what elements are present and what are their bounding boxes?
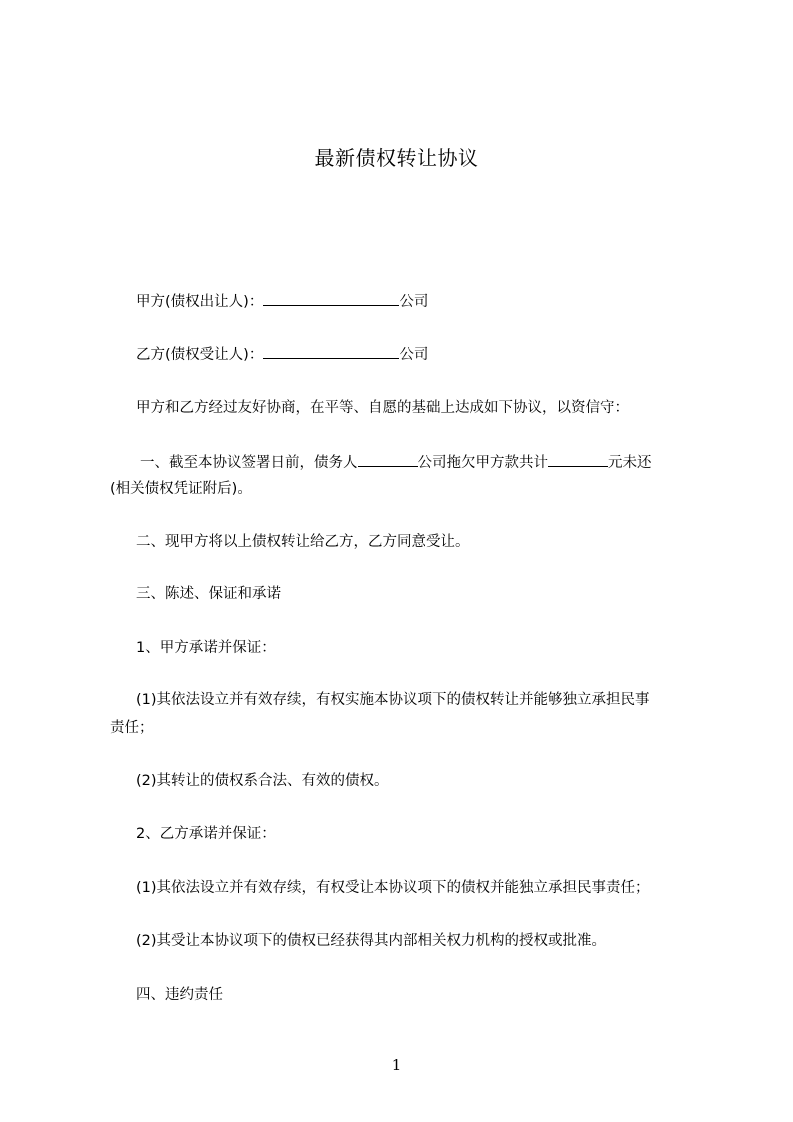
clause1-part1: 一、截至本协议签署日前，债务人 — [140, 455, 358, 471]
party-b-line — [136, 343, 428, 365]
party-a-promise-item2: (2)其转让的债权系合法、有效的债权。 — [136, 773, 389, 789]
clause4-heading: 四、违约责任 — [136, 987, 223, 1003]
clause1-continuation: (相关债权凭证附后)。 — [110, 481, 252, 497]
party-b-name-blank — [263, 343, 399, 359]
clause1-line — [140, 451, 652, 473]
clause1-part3: 元未还 — [608, 455, 652, 471]
amount-blank — [548, 451, 608, 467]
party-b-promise-item2: (2)其受让本协议项下的债权已经获得其内部相关权力机构的授权或批准。 — [136, 933, 607, 949]
clause1-part2: 公司拖欠甲方款共计 — [417, 455, 548, 471]
party-a-name-blank — [263, 290, 399, 306]
party-b-promise-item1: (1)其依法设立并有效存续，有权受让本协议项下的债权并能独立承担民事责任； — [136, 880, 650, 896]
party-b-suffix: 公司 — [399, 347, 429, 363]
party-a-promise-heading: 1、甲方承诺并保证： — [136, 640, 276, 656]
party-a-suffix: 公司 — [399, 294, 429, 310]
party-b-promise-heading: 2、乙方承诺并保证： — [136, 826, 276, 842]
document-title: 最新债权转让协议 — [314, 146, 479, 170]
page-number: 1 — [391, 1056, 402, 1074]
party-b-label: 乙方(债权受让人)： — [136, 347, 264, 363]
party-a-promise-item1-continuation: 责任； — [110, 720, 154, 736]
debtor-blank — [358, 451, 418, 467]
party-a-line — [136, 290, 428, 312]
party-a-label: 甲方(债权出让人)： — [136, 294, 264, 310]
clause3-heading: 三、陈述、保证和承诺 — [136, 586, 281, 602]
clause2-paragraph: 二、现甲方将以上债权转让给乙方，乙方同意受让。 — [136, 534, 470, 550]
party-a-promise-item1: (1)其依法设立并有效存续，有权实施本协议项下的债权转让并能够独立承担民事 — [136, 692, 650, 708]
intro-paragraph: 甲方和乙方经过友好协商，在平等、自愿的基础上达成如下协议，以资信守： — [136, 400, 629, 416]
